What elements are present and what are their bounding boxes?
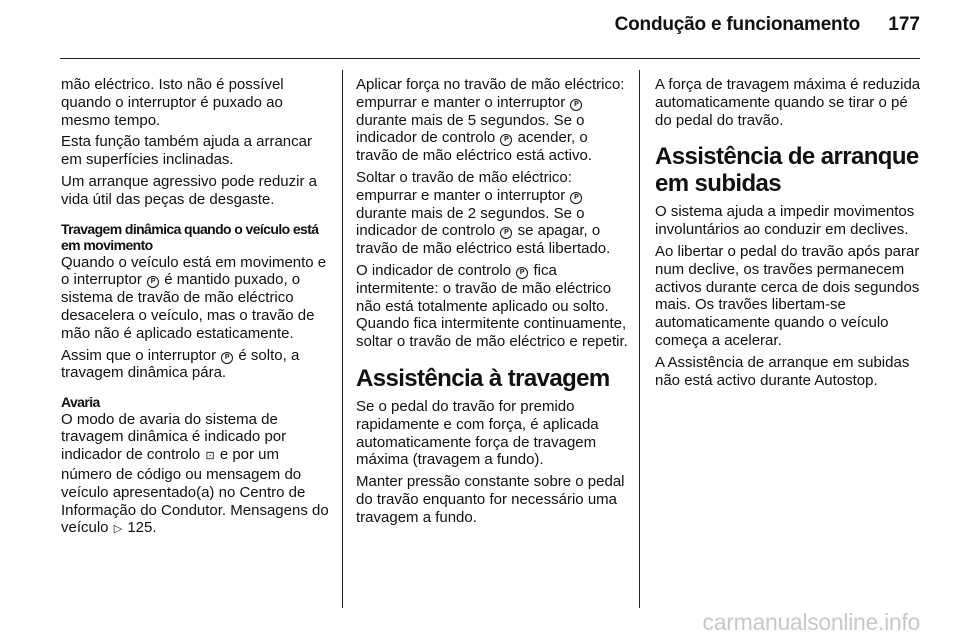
paragraph: Um arranque agressivo pode reduzir a vida útil das peças de desgaste. [61, 172, 317, 208]
page-header-title: Condução e funcionamento [614, 14, 860, 35]
section-heading-brake-assist: Assistência à travagem [356, 364, 610, 392]
column-divider [639, 70, 640, 608]
paragraph: Se o pedal do travão for premido rapidamente e com força, é aplicada automaticamente força de travagem máxima (travagem a fundo). [356, 397, 599, 469]
parking-brake-indicator-icon: P [500, 134, 512, 146]
parking-brake-switch-icon: P [221, 352, 233, 364]
paragraph: Esta função também ajuda a arrancar em superfícies inclinadas. [61, 133, 312, 169]
subheading-fault: Avaria [61, 394, 100, 411]
paragraph: Soltar o travão de mão eléctrico: empurrar e manter o interruptor P durante mais de 2 segundos. Se o indicador de controlo P se apagar, o travão de mão eléctrico está libertado. [356, 168, 611, 258]
paragraph: A Assistência de arranque em subidas não está activo durante Autostop. [655, 353, 910, 389]
page-number: 177 [888, 14, 920, 35]
text-column-right [655, 76, 925, 610]
paragraph: Manter pressão constante sobre o pedal do travão enquanto for necessário uma travagem a fundo. [356, 473, 625, 526]
paragraph: O indicador de controlo P fica intermitente: o travão de mão eléctrico não está totalmente aplicado ou solto. Quando fica intermitente continuamente, soltar o travão de mão eléctrico e repetir. [356, 261, 628, 351]
paragraph: O modo de avaria do sistema de travagem dinâmica é indicado por indicador de controlo ⊡ e por um número de código ou mensagem do veículo apresentado(a) no Centro de Informação do Condutor. Mensagens do veículo ▷ 125. [61, 411, 329, 540]
parking-brake-switch-icon: P [570, 99, 582, 111]
column-divider [342, 70, 343, 608]
paragraph: Assim que o interruptor P é solto, a travagem dinâmica pára. [61, 346, 300, 382]
watermark: carmanualsonline.info [702, 609, 920, 635]
paragraph: mão eléctrico. Isto não é possível quando o interruptor é puxado ao mesmo tempo. [61, 76, 284, 129]
paragraph: A força de travagem máxima é reduzida automaticamente quando se tirar o pé do pedal do travão. [655, 76, 921, 129]
parking-brake-switch-icon: P [147, 276, 159, 288]
text-column-left [61, 76, 329, 610]
paragraph: O sistema ajuda a impedir movimentos involuntários ao conduzir em declives. [655, 203, 915, 239]
header-divider [60, 58, 920, 59]
parking-brake-indicator-icon: P [516, 267, 528, 279]
parking-brake-switch-icon: P [570, 192, 582, 204]
warning-indicator-icon: ⊡ [205, 450, 215, 463]
paragraph: Ao libertar o pedal do travão após parar num declive, os travões permanecem activos durante cerca de dois segundos mais. Os travões libertam-se automaticamente quando o veículo começa a acelerar. [655, 242, 920, 349]
subheading-dynamic-braking: Travagem dinâmica quando o veículo está em movimento [61, 220, 319, 254]
page-reference-arrow-icon: ▷ [113, 523, 123, 536]
parking-brake-indicator-icon: P [500, 227, 512, 239]
paragraph: Quando o veículo está em movimento e o interruptor P é mantido puxado, o sistema de travão de mão eléctrico desacelera o veículo, mas o travão de mão não é aplicado estaticamente. [61, 253, 327, 342]
section-heading-hill-start-assist: Assistência de arranque em subidas [655, 143, 919, 198]
text-column-middle [356, 76, 630, 610]
paragraph: Aplicar força no travão de mão eléctrico: empurrar e manter o interruptor P durante mais de 5 segundos. Se o indicador de controlo P acender, o travão de mão eléctrico está activo. [356, 76, 625, 165]
